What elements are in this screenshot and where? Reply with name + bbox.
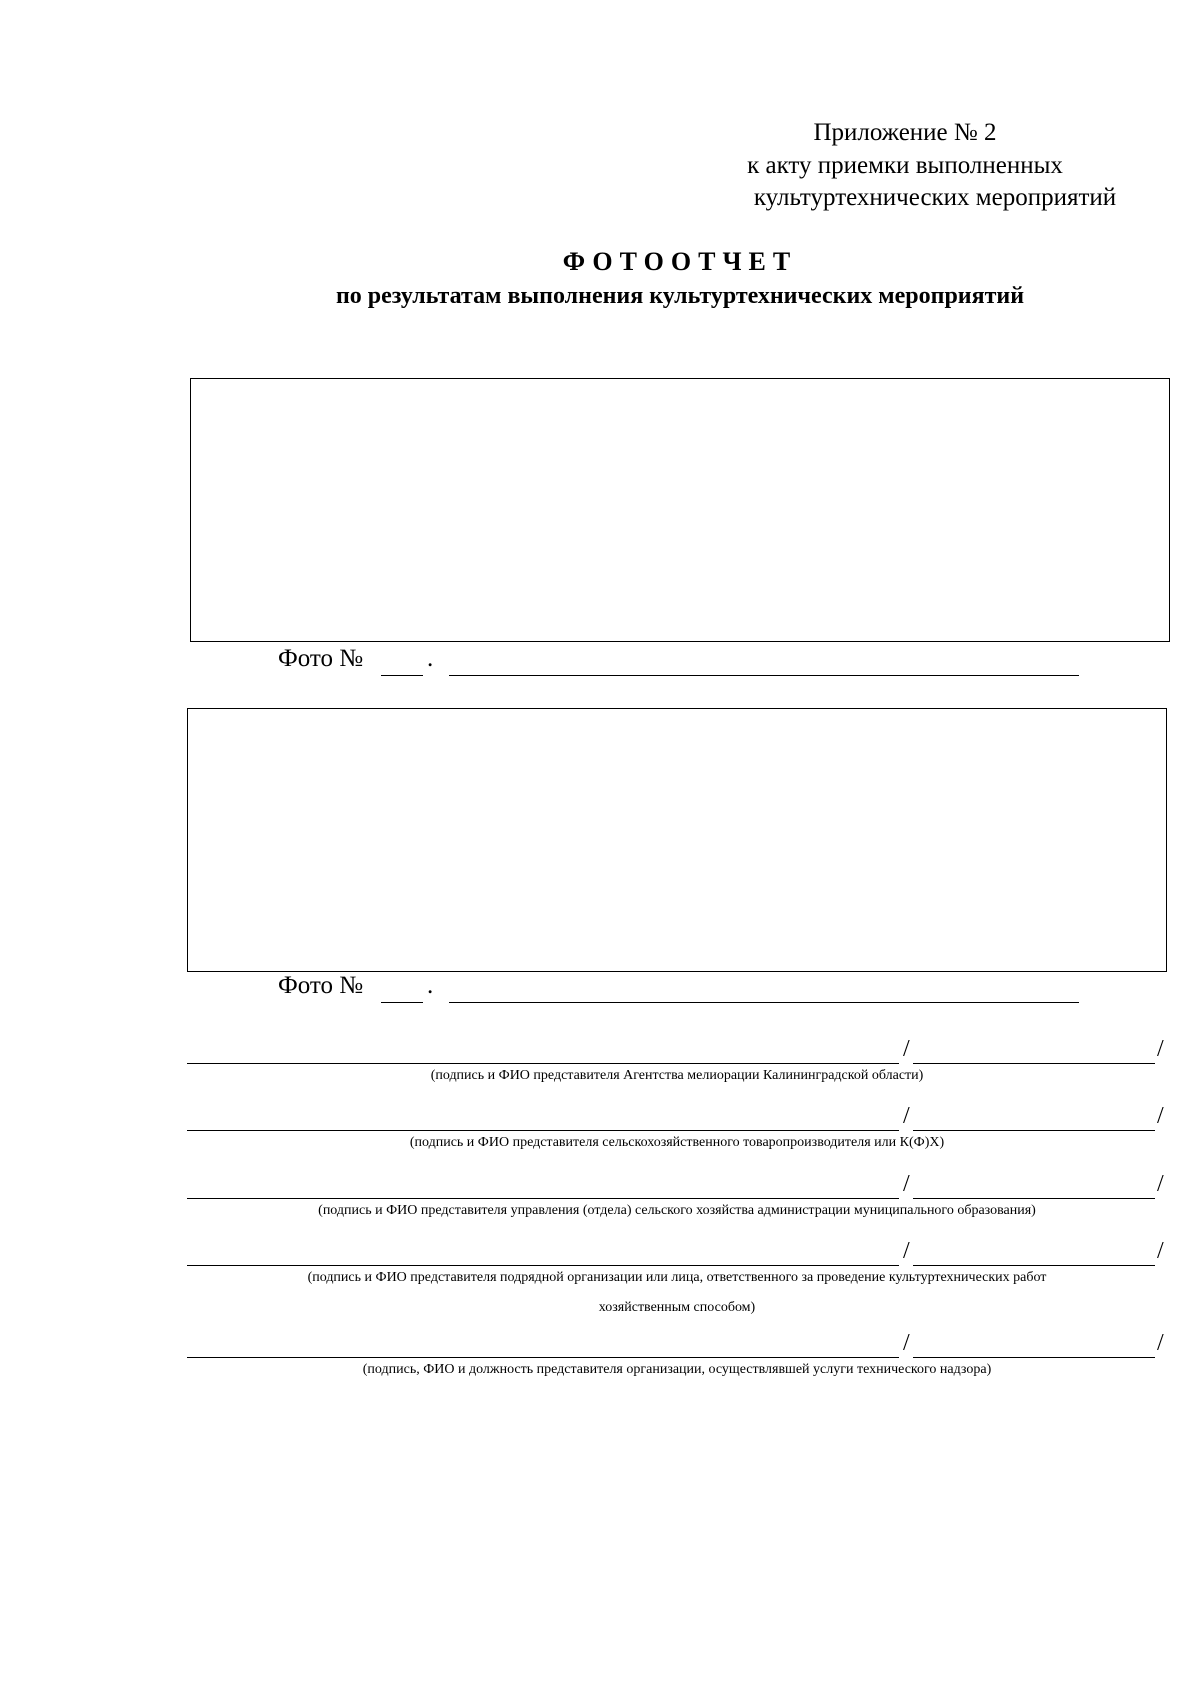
signature-name-line[interactable]	[913, 1130, 1155, 1131]
photo-description-field-2[interactable]	[449, 1002, 1079, 1003]
signature-caption: (подпись и ФИО представителя Агентства мелиорации Калининградской области)	[430, 1068, 924, 1083]
signature-line[interactable]	[187, 1198, 899, 1199]
signature-caption: (подпись и ФИО представителя подрядной организации или лица, ответственного за проведение культуртехнических работ	[307, 1270, 1047, 1285]
signature-slash: /	[903, 1238, 910, 1264]
photo-number-field-2[interactable]	[381, 1002, 423, 1003]
appendix-line-1: Приложение № 2	[813, 119, 997, 146]
signature-slash: /	[1157, 1330, 1164, 1356]
signature-line[interactable]	[187, 1265, 899, 1266]
signature-caption: (подпись и ФИО представителя сельскохозяйственного товаропроизводителя или К(Ф)Х)	[409, 1135, 945, 1150]
signature-line[interactable]	[187, 1357, 899, 1358]
signature-slash: /	[903, 1103, 910, 1129]
signature-slash: /	[1157, 1103, 1164, 1129]
document-title: ФОТООТЧЕТ	[562, 247, 798, 276]
photo-caption-1: Фото №	[278, 645, 364, 672]
signature-name-line[interactable]	[913, 1357, 1155, 1358]
signature-name-line[interactable]	[913, 1265, 1155, 1266]
appendix-line-3: культуртехнических мероприятий	[753, 184, 1117, 211]
signature-slash: /	[1157, 1036, 1164, 1062]
signature-caption: (подпись, ФИО и должность представителя организации, осуществлявшей услуги технического надзора)	[362, 1362, 992, 1377]
signature-slash: /	[903, 1330, 910, 1356]
signature-slash: /	[903, 1171, 910, 1197]
signature-line[interactable]	[187, 1063, 899, 1064]
signature-name-line[interactable]	[913, 1198, 1155, 1199]
photo-description-field-1[interactable]	[449, 675, 1079, 676]
photo-caption-2: Фото №	[278, 972, 364, 999]
signature-caption-continued: хозяйственным способом)	[598, 1300, 756, 1315]
signature-slash: /	[1157, 1238, 1164, 1264]
photo-placeholder-2	[187, 708, 1167, 972]
signature-caption: (подпись и ФИО представителя управления (отдела) сельского хозяйства администрации муниципального образования)	[318, 1203, 1036, 1218]
photo-dot-1: .	[427, 645, 434, 672]
appendix-line-2: к акту приемки выполненных	[747, 152, 1063, 179]
photo-placeholder-1	[190, 378, 1170, 642]
signature-line[interactable]	[187, 1130, 899, 1131]
photo-dot-2: .	[427, 972, 434, 999]
signature-slash: /	[903, 1036, 910, 1062]
photo-number-field-1[interactable]	[381, 675, 423, 676]
signature-name-line[interactable]	[913, 1063, 1155, 1064]
document-subtitle: по результатам выполнения культуртехнических мероприятий	[335, 283, 1025, 309]
signature-slash: /	[1157, 1171, 1164, 1197]
